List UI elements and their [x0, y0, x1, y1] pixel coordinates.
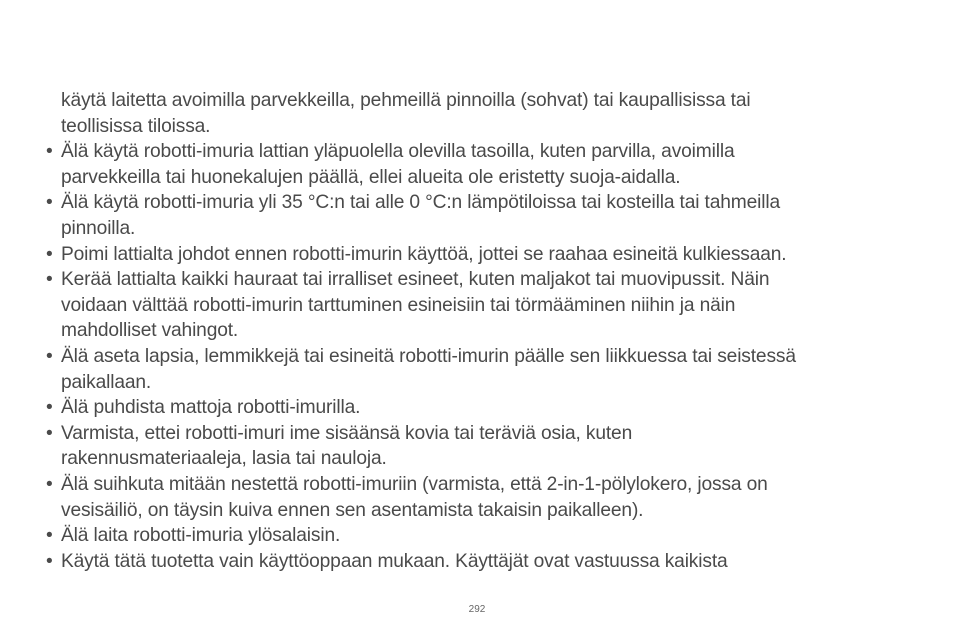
- bullet-item: [46, 190, 906, 241]
- bullet-line: mahdolliset vahingot.: [61, 320, 239, 342]
- bullet-dot: •: [46, 473, 53, 495]
- continuation-line-2: teollisissa tiloissa.: [61, 115, 211, 137]
- bullet-dot: •: [46, 397, 53, 419]
- bullet-item: [46, 421, 906, 472]
- bullet-line: Älä käytä robotti-imuria yli 35 °C:n tai alle 0 °C:n lämpötiloissa tai kosteilla tai tahmeilla: [61, 192, 780, 214]
- bullet-dot: •: [46, 422, 53, 444]
- bullet-item: [46, 139, 906, 190]
- bullet-item: [46, 549, 906, 575]
- bullet-dot: •: [46, 269, 53, 291]
- bullet-line: Poimi lattialta johdot ennen robotti-imurin käyttöä, jottei se raahaa esineitä kulkiessaan.: [61, 243, 787, 265]
- bullet-line: voidaan välttää robotti-imurin tarttuminen esineisiin tai törmääminen niihin ja näin: [61, 294, 736, 316]
- bullet-line: Älä puhdista mattoja robotti-imurilla.: [61, 397, 361, 419]
- bullet-line: pinnoilla.: [61, 217, 136, 239]
- bullet-line: Käytä tätä tuotetta vain käyttöoppaan mukaan. Käyttäjät ovat vastuussa kaikista: [61, 550, 728, 572]
- bullet-line: Älä käytä robotti-imuria lattian yläpuolella olevilla tasoilla, kuten parvilla, avoimilla: [61, 141, 735, 163]
- safety-instructions: [46, 88, 906, 574]
- continuation-line-1: käytä laitetta avoimilla parvekkeilla, pehmeillä pinnoilla (sohvat) tai kaupallisissa tai: [61, 90, 751, 111]
- bullet-dot: •: [46, 243, 53, 265]
- bullet-line: paikallaan.: [61, 371, 152, 393]
- bullet-line: vesisäiliö, on täysin kuiva ennen sen asentamista takaisin paikalleen).: [61, 499, 644, 521]
- bullet-item: [46, 344, 906, 395]
- bullet-dot: •: [46, 192, 53, 214]
- bullet-item: [46, 395, 906, 421]
- bullet-dot: •: [46, 525, 53, 547]
- bullet-dot: •: [46, 345, 53, 367]
- page-number: 292: [468, 604, 486, 615]
- bullet-line: Varmista, ettei robotti-imuri ime sisäänsä kovia tai teräviä osia, kuten: [61, 422, 633, 444]
- bullet-item: [46, 523, 906, 549]
- bullet-dot: •: [46, 141, 53, 163]
- bullet-line: parvekkeilla tai huonekalujen päällä, ellei alueita ole eristetty suoja-aidalla.: [61, 166, 681, 188]
- bullet-dot: •: [46, 550, 53, 572]
- bullet-line: Älä laita robotti-imuria ylösalaisin.: [61, 525, 341, 547]
- bullet-line: Älä suihkuta mitään nestettä robotti-imuriin (varmista, että 2-in-1-pölylokero, jossa on: [61, 473, 768, 495]
- bullet-line: Älä aseta lapsia, lemmikkejä tai esineitä robotti-imurin päälle sen liikkuessa tai seistessä: [61, 345, 796, 367]
- bullet-item: [46, 472, 906, 523]
- bullet-line: Kerää lattialta kaikki hauraat tai irralliset esineet, kuten maljakot tai muovipussit. Näin: [61, 269, 770, 291]
- bullet-item: [46, 242, 906, 268]
- bullet-item: [46, 267, 906, 344]
- bullet-line: rakennusmateriaaleja, lasia tai nauloja.: [61, 448, 387, 470]
- bullet-list: [46, 139, 906, 574]
